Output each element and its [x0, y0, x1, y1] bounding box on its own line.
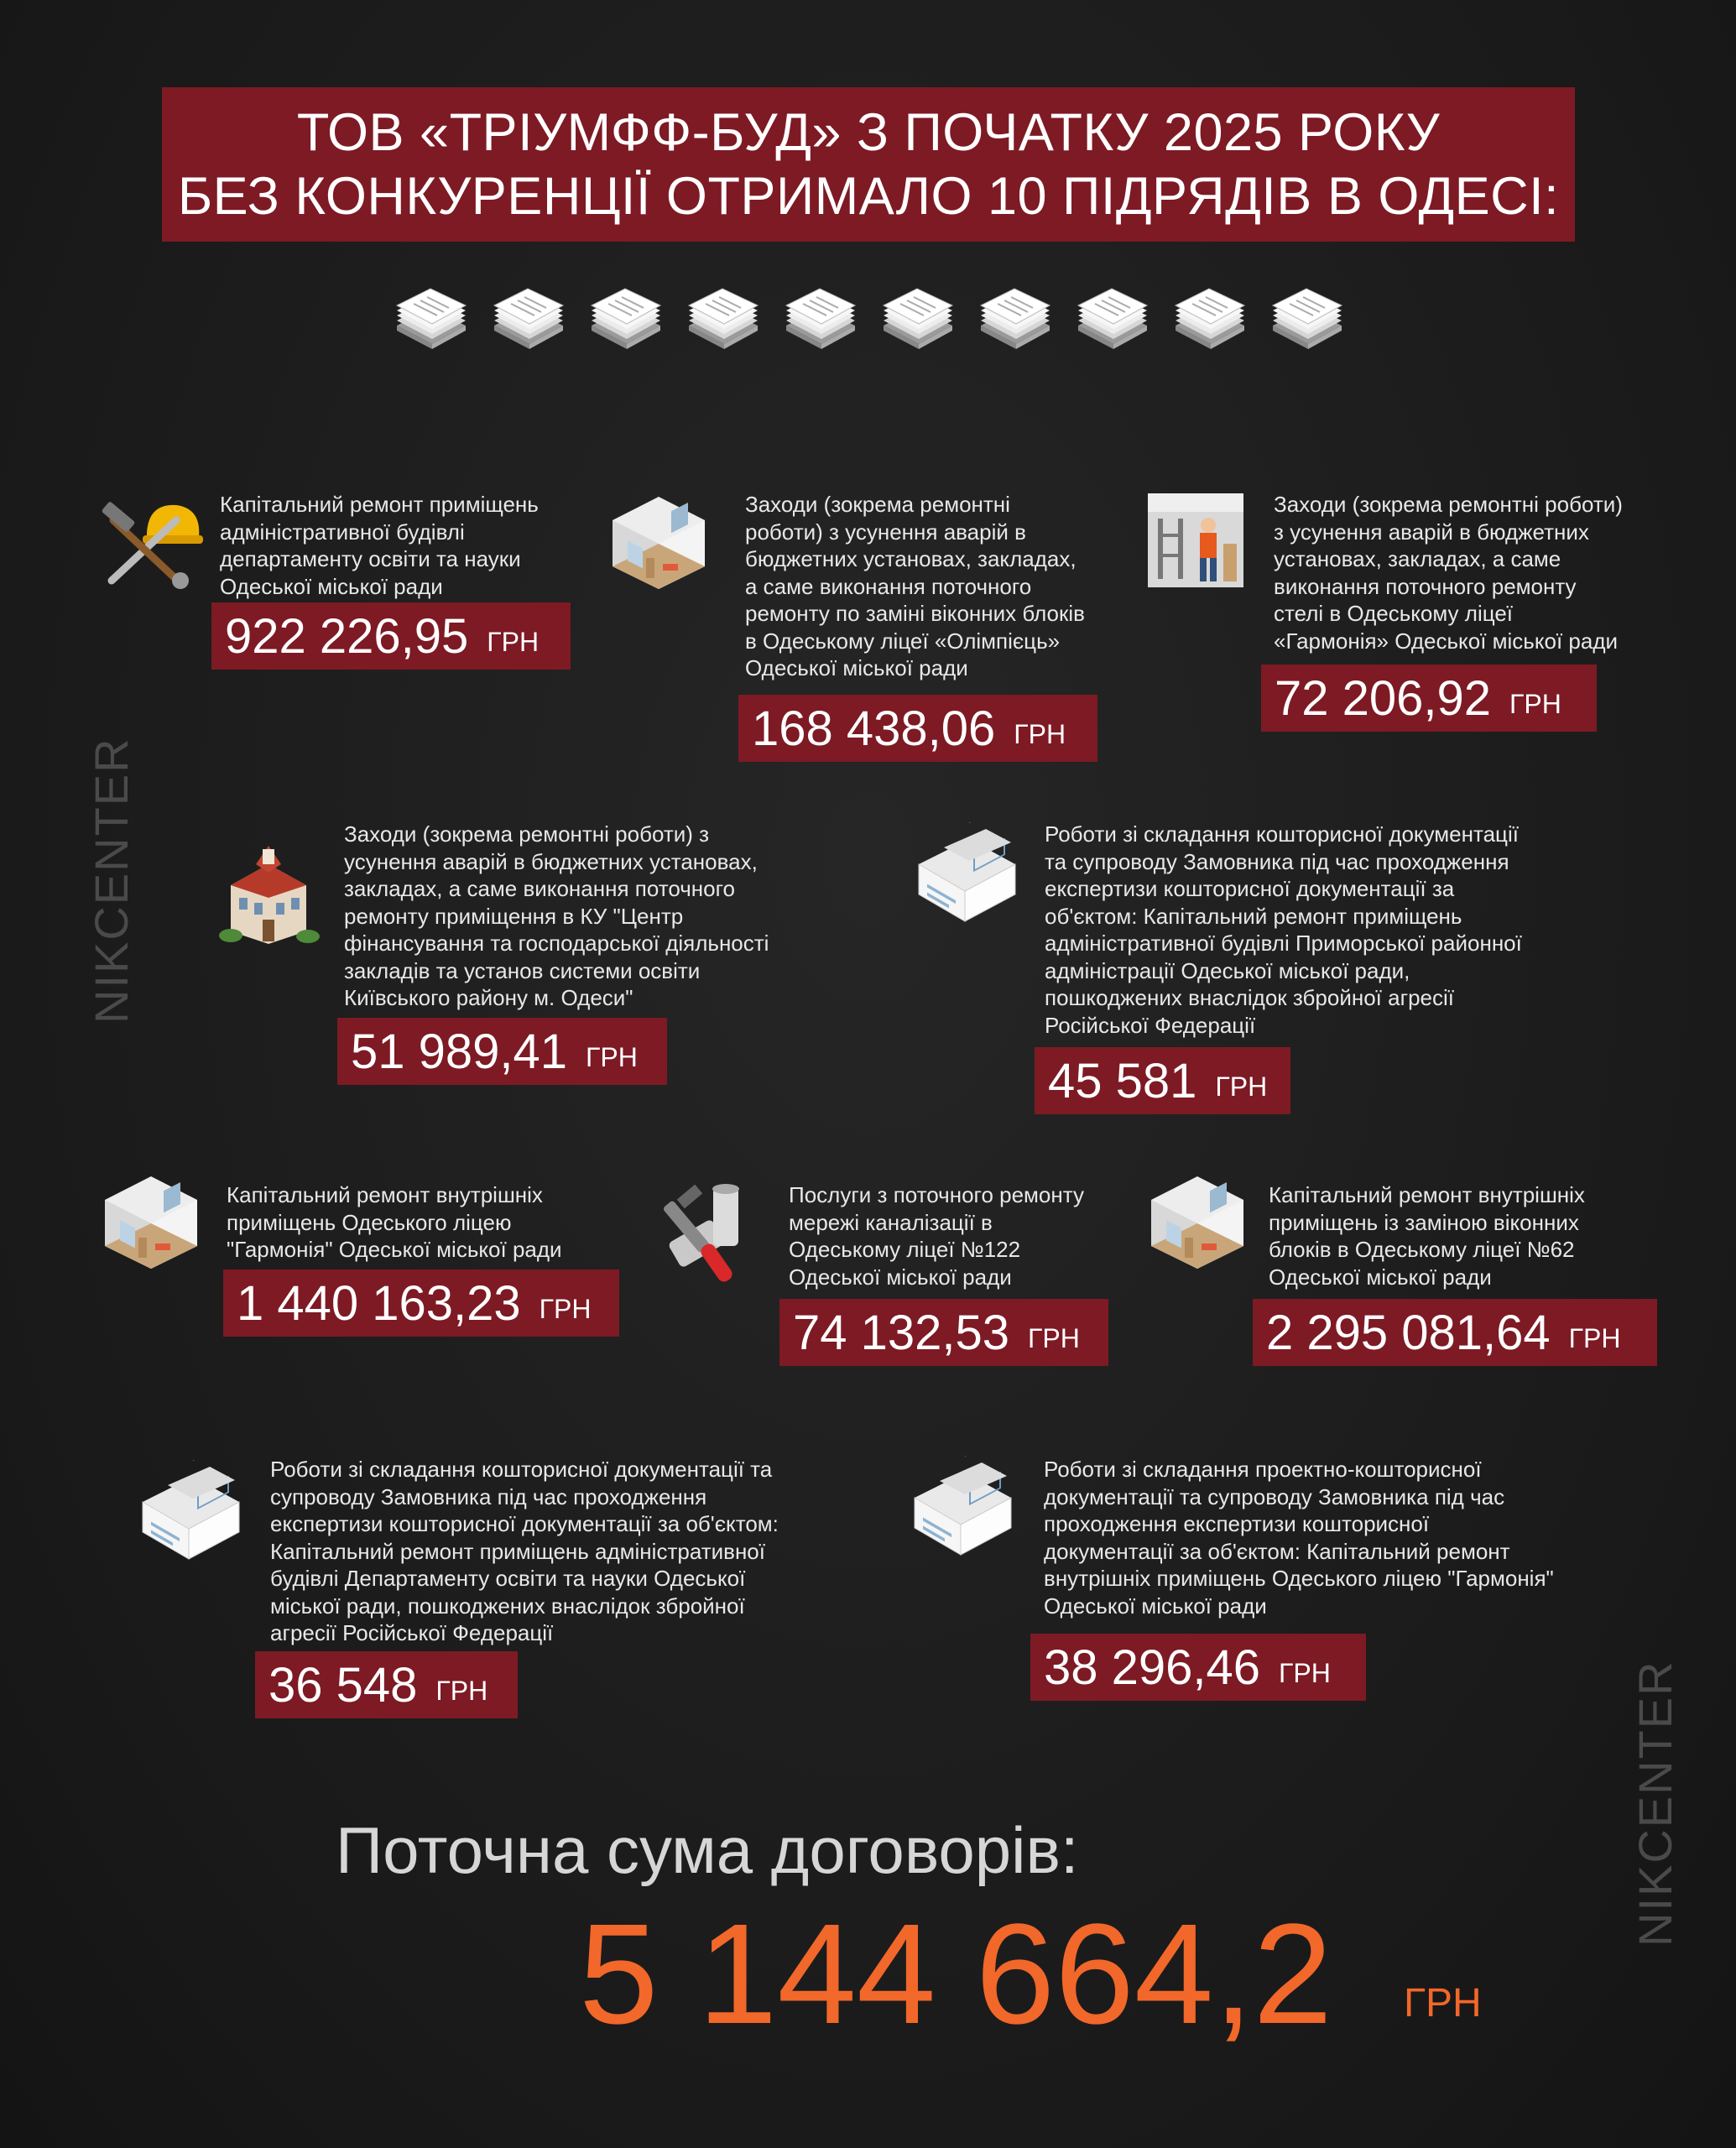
contract-description-line: Капітальний ремонт внутрішніх [227, 1182, 543, 1207]
document-stack-icon [486, 277, 570, 361]
pipe-wrench-icon [663, 1179, 772, 1288]
total-currency: ГРН [1404, 1981, 1482, 2025]
contract-description-line: Заходи (зокрема ремонтні роботи) [1274, 492, 1623, 517]
document-stack-icon [680, 277, 764, 361]
contract-description-line: Одеської міської ради [1269, 1264, 1492, 1290]
contract-description-line: "Гармонія" Одеської міської ради [227, 1237, 562, 1262]
contract-description-line: ремонту приміщення в КУ "Центр [344, 903, 684, 929]
contract-amount-value: 168 438,06 [752, 701, 996, 756]
watermark-left: NIKCENTER [85, 737, 138, 1024]
contract-description-line: агресії Російської Федерації [270, 1620, 554, 1645]
contract-amount-value: 922 226,95 [225, 608, 469, 664]
contract-description-line: Капітальний ремонт приміщень [220, 492, 539, 517]
contract-amount-currency: ГРН [1509, 688, 1561, 719]
contract-amount-badge [1030, 1634, 1366, 1701]
room-renovation-icon [604, 487, 713, 596]
contract-amount-badge [223, 1270, 619, 1337]
contract-description-line: будівлі Департаменту освіти та науки Одеської [270, 1566, 746, 1591]
building-icon [214, 839, 323, 948]
blueprint-icon [906, 1456, 1015, 1565]
contract-description-line: приміщень із заміною віконних [1269, 1209, 1579, 1235]
title-line-2: БЕЗ КОНКУРЕНЦІЇ ОТРИМАЛО 10 ПІДРЯДІВ В ОДЕСІ: [177, 167, 1560, 226]
contract-description-line: міської ради, пошкоджених внаслідок збройної [270, 1593, 745, 1619]
contract-description-line: супроводу Замовника під час проходження [270, 1483, 707, 1509]
contract-description [344, 821, 769, 1012]
contract-description [220, 491, 539, 600]
contract-description [745, 491, 1085, 682]
contract-amount-currency: ГРН [1279, 1657, 1331, 1688]
contract-amount-value: 72 206,92 [1275, 670, 1492, 726]
document-stack-icon [388, 277, 472, 361]
contract-amount-currency: ГРН [539, 1293, 592, 1324]
title-line-1: ТОВ «ТРІУМФФ-БУД» З ПОЧАТКУ 2025 РОКУ [296, 103, 1441, 162]
contract-amount-badge [779, 1299, 1108, 1366]
contract-description [1274, 491, 1623, 654]
contract-description-line: закладів та установ системи освіти [344, 957, 701, 983]
contract-description-line: Російської Федерації [1045, 1012, 1256, 1038]
contract-description-line: Роботи зі складання кошторисної документації та [270, 1457, 773, 1482]
contract-amount-badge [255, 1651, 518, 1718]
contract-description-line: Одеської міської ради [1044, 1593, 1267, 1619]
document-stack-icon [583, 277, 667, 361]
contract-description-line: закладах, а саме виконання поточного [344, 876, 735, 901]
contract-description-line: Заходи (зокрема ремонтні роботи) з [344, 821, 710, 847]
document-stack-icon [972, 277, 1056, 361]
contract-description-line: усунення аварій в бюджетних установах, [344, 848, 758, 874]
contract-description-line: Київського району м. Одеси" [344, 985, 633, 1010]
contract-description-line: приміщень Одеського ліцею [227, 1209, 512, 1235]
contract-description-line: адміністрації Одеської міської ради, [1045, 957, 1410, 983]
contract-description [789, 1181, 1084, 1290]
contract-amount-value: 51 989,41 [351, 1024, 568, 1079]
contract-description [1269, 1181, 1585, 1290]
contract-amount-badge [337, 1018, 667, 1085]
contract-amount-badge [211, 602, 571, 670]
contract-description-line: в Одеському ліцеї «Олімпієць» [745, 628, 1061, 654]
contract-description-line: з усунення аварій в бюджетних [1274, 519, 1589, 545]
contract-amount-value: 2 295 081,64 [1266, 1305, 1551, 1360]
contract-amount-badge [1261, 665, 1597, 732]
contract-description-line: фінансування та господарської діяльності [344, 931, 769, 956]
contract-description [1044, 1456, 1554, 1619]
contract-description-line: а саме виконання поточного [745, 573, 1032, 599]
contract-amount-value: 45 581 [1048, 1053, 1197, 1108]
contract-amount-value: 74 132,53 [793, 1305, 1010, 1360]
document-stack-icon [1070, 277, 1154, 361]
contract-amount-currency: ГРН [586, 1041, 638, 1072]
title-banner [162, 87, 1575, 242]
room-renovation-icon [1143, 1166, 1252, 1275]
contract-amount-badge [1035, 1047, 1290, 1114]
contract-description [270, 1456, 779, 1647]
contract-description-line: Одеської міської ради [220, 573, 443, 599]
contract-description-line: блоків в Одеському ліцеї №62 [1269, 1237, 1575, 1262]
total-amount: 5 144 664,2 [579, 1895, 1333, 2054]
contract-description-line: «Гармонія» Одеської міської ради [1274, 628, 1619, 654]
contract-description-line: Послуги з поточного ремонту [789, 1182, 1084, 1207]
total-label: Поточна сума договорів: [336, 1813, 1079, 1887]
contract-amount-value: 36 548 [268, 1657, 418, 1713]
contract-description-line: Одеської міської ради [789, 1264, 1012, 1290]
contract-description-line: мережі каналізації в [789, 1209, 993, 1235]
contract-description-line: документації за об'єктом: Капітальний ремонт [1044, 1538, 1510, 1564]
contract-amount-value: 38 296,46 [1044, 1640, 1261, 1695]
blueprint-icon [910, 822, 1019, 931]
contract-amount-badge [1253, 1299, 1657, 1366]
document-stack-icon [1167, 277, 1251, 361]
document-stack-icon [778, 277, 862, 361]
contract-description-line: внутрішніх приміщень Одеського ліцею "Гармонія" [1044, 1566, 1554, 1591]
contract-description-line: роботи) з усунення аварій в [745, 519, 1026, 545]
contract-description-line: стелі в Одеському ліцеї [1274, 601, 1513, 626]
contract-description-line: Одеської міської ради [745, 655, 968, 680]
contract-description-line: ремонту по заміні віконних блоків [745, 601, 1085, 626]
tools-helmet-icon [96, 487, 206, 596]
contract-description-line: Капітальний ремонт внутрішніх [1269, 1182, 1585, 1207]
contract-amount-currency: ГРН [435, 1675, 488, 1706]
contract-description-line: Заходи (зокрема ремонтні [745, 492, 1010, 517]
contract-amount-value: 1 440 163,23 [237, 1275, 521, 1331]
room-renovation-icon [96, 1166, 206, 1275]
contract-description-line: виконання поточного ремонту [1274, 573, 1577, 599]
contract-amount-currency: ГРН [1215, 1071, 1268, 1102]
contract-description-line: пошкоджених внаслідок збройної агресії [1045, 985, 1454, 1010]
document-stack-icon [1264, 277, 1348, 361]
contract-description-line: Капітальний ремонт приміщень адміністративної [270, 1538, 765, 1564]
contract-description-line: Роботи зі складання кошторисної документації [1045, 821, 1519, 847]
contract-description-line: документації та супроводу Замовника під час [1044, 1483, 1505, 1509]
contract-amount-currency: ГРН [1568, 1322, 1621, 1353]
contract-description-line: об'єктом: Капітальний ремонт приміщень [1045, 903, 1462, 929]
contract-description-line: проходження експертизи кошторисної [1044, 1511, 1430, 1536]
contract-description [227, 1181, 562, 1264]
blueprint-icon [134, 1460, 243, 1569]
contract-description-line: Роботи зі складання проектно-кошторисної [1044, 1457, 1482, 1482]
contract-description-line: експертизи кошторисної документації за [1045, 876, 1455, 901]
contract-description [1045, 821, 1522, 1039]
document-stacks-row [388, 277, 1345, 371]
document-stack-icon [875, 277, 959, 361]
contract-description-line: адміністративної будівлі [220, 519, 465, 545]
watermark-right: NIKCENTER [1629, 1660, 1681, 1947]
contract-amount-currency: ГРН [1028, 1322, 1080, 1353]
contract-amount-currency: ГРН [487, 626, 540, 657]
ceiling-repair-icon [1141, 485, 1250, 594]
contract-description-line: та супроводу Замовника під час проходження [1045, 848, 1509, 874]
contract-amount-currency: ГРН [1014, 718, 1066, 749]
contract-description-line: департаменту освіти та науки [220, 546, 521, 571]
contract-description-line: експертизи кошторисної документації за об'єктом: [270, 1511, 779, 1536]
contract-amount-badge [738, 695, 1097, 762]
contract-description-line: Одеському ліцеї №122 [789, 1237, 1021, 1262]
contract-description-line: бюджетних установах, закладах, [745, 546, 1077, 571]
contract-description-line: адміністративної будівлі Приморської районної [1045, 931, 1522, 956]
contract-description-line: установах, закладах, а саме [1274, 546, 1561, 571]
